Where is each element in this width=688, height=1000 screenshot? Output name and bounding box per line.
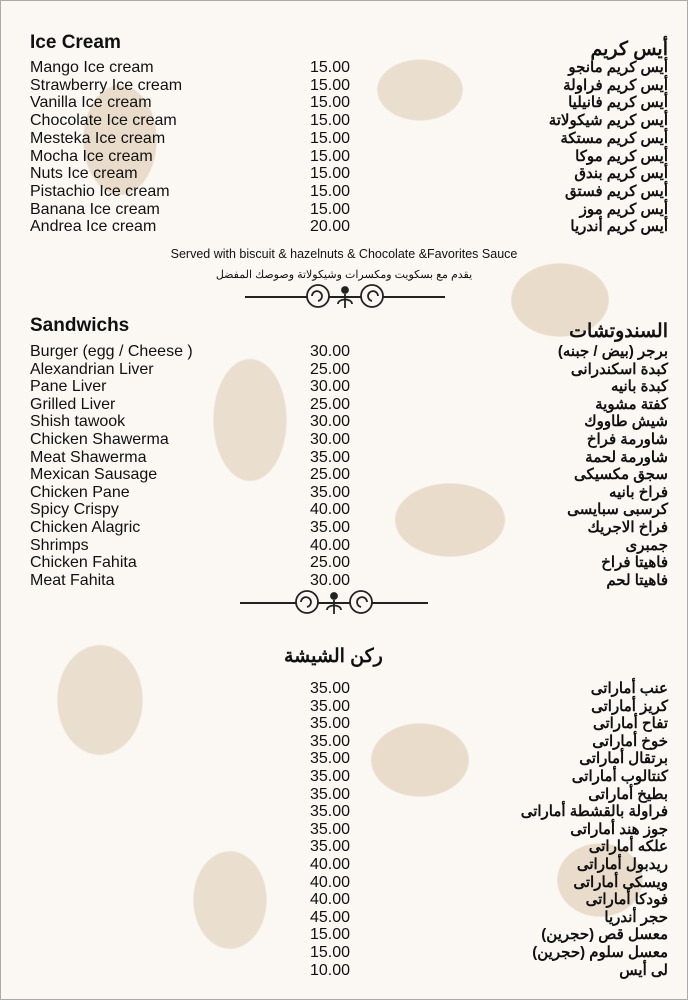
item-name-ar: أيس كريم بندق — [574, 165, 668, 183]
item-name-ar: برتقال أماراتى — [579, 750, 668, 768]
ice-cream-title-en: Ice Cream — [30, 32, 121, 53]
menu-item-row — [0, 698, 688, 716]
item-name-ar: سجق مكسيكى — [574, 466, 668, 484]
menu-item-row — [0, 413, 688, 431]
menu-item-row — [0, 201, 688, 219]
menu-item-row — [0, 715, 688, 733]
item-price: 15.00 — [310, 200, 351, 218]
item-price: 35.00 — [310, 838, 351, 856]
menu-item-row — [0, 962, 688, 980]
item-name-ar: أيس كريم فانيليا — [568, 94, 668, 112]
item-name-ar: ريدبول أماراتى — [576, 856, 668, 873]
item-name-ar: أيس كريم موز — [579, 200, 668, 218]
item-name-ar: فراخ بانيه — [609, 483, 668, 501]
item-name-en: Mesteka Ice cream — [30, 129, 166, 147]
item-name-ar: فراولة بالقشطة أماراتى — [520, 803, 668, 821]
menu-item-row — [0, 803, 688, 821]
menu-item-row — [0, 148, 688, 166]
item-name-ar: أيس كريم فستق — [565, 182, 668, 200]
item-name-en: Nuts Ice cream — [30, 165, 138, 183]
menu-item-row — [0, 554, 688, 572]
item-name-ar: فراخ الاجريك — [587, 519, 668, 536]
item-price: 35.00 — [310, 697, 351, 715]
item-name-en: Mocha Ice cream — [30, 147, 153, 165]
menu-item-row — [0, 750, 688, 768]
ornament-divider — [245, 282, 445, 312]
item-name-en: Mango Ice cream — [30, 59, 154, 76]
menu-item-row — [0, 218, 688, 236]
menu-item-row — [0, 838, 688, 856]
ice-cream-note-en: Served with biscuit & hazelnuts & Chocolate &Favorites Sauce — [170, 247, 518, 261]
menu-item-row — [0, 484, 688, 502]
item-price: 35.00 — [310, 768, 351, 785]
item-name-ar: علكه أماراتى — [588, 838, 668, 856]
item-name-en: Shrimps — [30, 536, 89, 554]
item-price: 40.00 — [310, 873, 351, 891]
item-price: 35.00 — [310, 820, 351, 838]
item-name-ar: فاهيتا لحم — [606, 571, 668, 589]
item-name-ar: جوز هند أماراتى — [570, 820, 668, 838]
menu-item-row — [0, 926, 688, 944]
item-name-ar: بطيخ أماراتى — [588, 785, 668, 803]
item-name-ar: كنتالوب أماراتى — [571, 768, 668, 785]
menu-item-row — [0, 821, 688, 839]
item-price: 35.00 — [310, 519, 351, 536]
item-name-en: Spicy Crispy — [30, 501, 119, 519]
item-price: 35.00 — [310, 483, 351, 501]
item-name-ar: شاورمة فراخ — [586, 431, 668, 448]
item-name-en: Burger (egg / Cheese ) — [30, 343, 193, 360]
sandwiches-title-ar: السندوتشات — [569, 321, 668, 342]
item-price: 15.00 — [310, 94, 351, 112]
item-price: 20.00 — [310, 218, 351, 236]
item-name-ar: كفتة مشوية — [595, 395, 668, 413]
item-name-ar: أيس كريم مستكة — [560, 129, 668, 147]
menu-item-row — [0, 786, 688, 804]
item-name-en: Pistachio Ice cream — [30, 182, 170, 200]
item-name-en: Chicken Pane — [30, 483, 130, 501]
item-price: 40.00 — [310, 856, 351, 873]
item-price: 15.00 — [310, 147, 351, 165]
menu-item-row — [0, 449, 688, 467]
menu-item-row — [0, 874, 688, 892]
menu-item-row — [0, 361, 688, 379]
menu-item-row — [0, 891, 688, 909]
item-price: 40.00 — [310, 891, 351, 909]
item-price: 35.00 — [310, 732, 351, 750]
menu-item-row — [0, 768, 688, 786]
item-name-en: Chicken Fahita — [30, 554, 137, 572]
menu-item-row — [0, 165, 688, 183]
item-name-ar: أيس كريم شيكولاتة — [548, 112, 668, 130]
item-name-ar: معسل سلوم (حجرين) — [532, 944, 668, 961]
menu-item-row — [0, 396, 688, 414]
menu-item-row — [0, 466, 688, 484]
menu-item-row — [0, 378, 688, 396]
menu-item-row — [0, 501, 688, 519]
item-name-ar: معسل قص (حجرين) — [541, 926, 668, 944]
item-price: 10.00 — [310, 961, 351, 979]
item-name-ar: حجر أندريا — [604, 908, 668, 926]
item-price: 25.00 — [310, 554, 351, 572]
item-name-ar: برجر (بيض / جبنه) — [557, 343, 668, 360]
item-name-en: Vanilla Ice cream — [30, 94, 152, 112]
item-name-ar: فاهيتا فراخ — [601, 554, 668, 572]
item-name-en: Chicken Alagric — [30, 519, 141, 536]
menu-item-row — [0, 680, 688, 698]
menu-item-row — [0, 519, 688, 537]
sandwiches-title-en: Sandwichs — [30, 315, 130, 336]
item-name-ar: تفاح أماراتى — [592, 715, 668, 733]
ornament-divider — [240, 588, 428, 618]
menu-item-row — [0, 856, 688, 874]
item-name-en: Chocolate Ice cream — [30, 112, 177, 130]
item-name-ar: عنب أماراتى — [590, 680, 668, 697]
item-name-en: Strawberry Ice cream — [30, 76, 183, 94]
item-price: 35.00 — [310, 750, 351, 768]
item-price: 30.00 — [310, 431, 351, 448]
menu-item-row — [0, 537, 688, 555]
item-name-ar: خوخ أماراتى — [592, 732, 668, 750]
ice-cream-note-ar: يقدم مع بسكويت ومكسرات وشيكولاتة وصوصك المفضل — [215, 269, 473, 281]
menu-item-row — [0, 130, 688, 148]
item-price: 35.00 — [310, 448, 351, 466]
item-price: 30.00 — [310, 343, 351, 360]
item-price: 30.00 — [310, 378, 351, 396]
shisha-title-ar: ركن الشيشة — [284, 646, 383, 667]
menu-item-row — [0, 183, 688, 201]
item-name-ar: كبدة اسكندرانى — [570, 360, 668, 378]
item-name-en: Grilled Liver — [30, 395, 116, 413]
item-price: 15.00 — [310, 76, 351, 94]
item-name-ar: لى أيس — [619, 961, 668, 979]
item-name-en: Mexican Sausage — [30, 466, 158, 484]
menu-item-row — [0, 59, 688, 77]
item-price: 15.00 — [310, 165, 351, 183]
item-price: 25.00 — [310, 360, 351, 378]
item-name-en: Alexandrian Liver — [30, 360, 154, 378]
item-price: 15.00 — [310, 129, 351, 147]
item-name-ar: فودكا أماراتى — [585, 891, 668, 909]
item-name-ar: أيس كريم أندريا — [570, 218, 668, 236]
item-name-ar: أيس كريم فراولة — [563, 76, 668, 94]
menu-item-row — [0, 112, 688, 130]
item-price: 45.00 — [310, 908, 351, 926]
menu-item-row — [0, 77, 688, 95]
item-price: 35.00 — [310, 803, 351, 821]
item-price: 15.00 — [310, 182, 351, 200]
menu-item-row — [0, 909, 688, 927]
menu-item-row — [0, 944, 688, 962]
menu-item-row — [0, 343, 688, 361]
item-price: 15.00 — [310, 926, 351, 944]
item-name-ar: أيس كريم مانجو — [568, 59, 668, 76]
item-price: 35.00 — [310, 715, 351, 733]
item-price: 40.00 — [310, 536, 351, 554]
item-name-ar: شاورمة لحمة — [585, 448, 668, 466]
item-name-ar: شيش طاووك — [584, 413, 668, 431]
item-price: 40.00 — [310, 501, 351, 519]
item-price: 35.00 — [310, 680, 351, 697]
item-name-ar: أيس كريم موكا — [575, 147, 668, 165]
menu-item-row — [0, 733, 688, 751]
item-name-en: Meat Fahita — [30, 571, 115, 589]
item-price: 15.00 — [310, 59, 351, 76]
item-name-en: Meat Shawerma — [30, 448, 147, 466]
item-name-en: Andrea Ice cream — [30, 218, 157, 236]
item-name-en: Banana Ice cream — [30, 200, 160, 218]
ice-cream-title-ar: أيس كريم — [590, 39, 668, 60]
item-price: 30.00 — [310, 571, 351, 589]
item-price: 30.00 — [310, 413, 351, 431]
menu-item-row — [0, 94, 688, 112]
item-name-ar: جمبرى — [625, 536, 668, 554]
item-name-ar: كبدة بانيه — [610, 378, 668, 396]
item-price: 15.00 — [310, 944, 351, 961]
item-name-ar: كريز أماراتى — [591, 697, 668, 715]
menu-item-row — [0, 431, 688, 449]
item-name-ar: ويسكى أماراتى — [573, 873, 668, 891]
item-price: 15.00 — [310, 112, 351, 130]
item-name-ar: كرسبى سبايسى — [567, 501, 668, 519]
item-name-en: Chicken Shawerma — [30, 431, 169, 448]
item-name-en: Shish tawook — [30, 413, 126, 431]
item-price: 25.00 — [310, 395, 351, 413]
item-name-en: Pane Liver — [30, 378, 107, 396]
item-price: 35.00 — [310, 785, 351, 803]
item-price: 25.00 — [310, 466, 351, 484]
